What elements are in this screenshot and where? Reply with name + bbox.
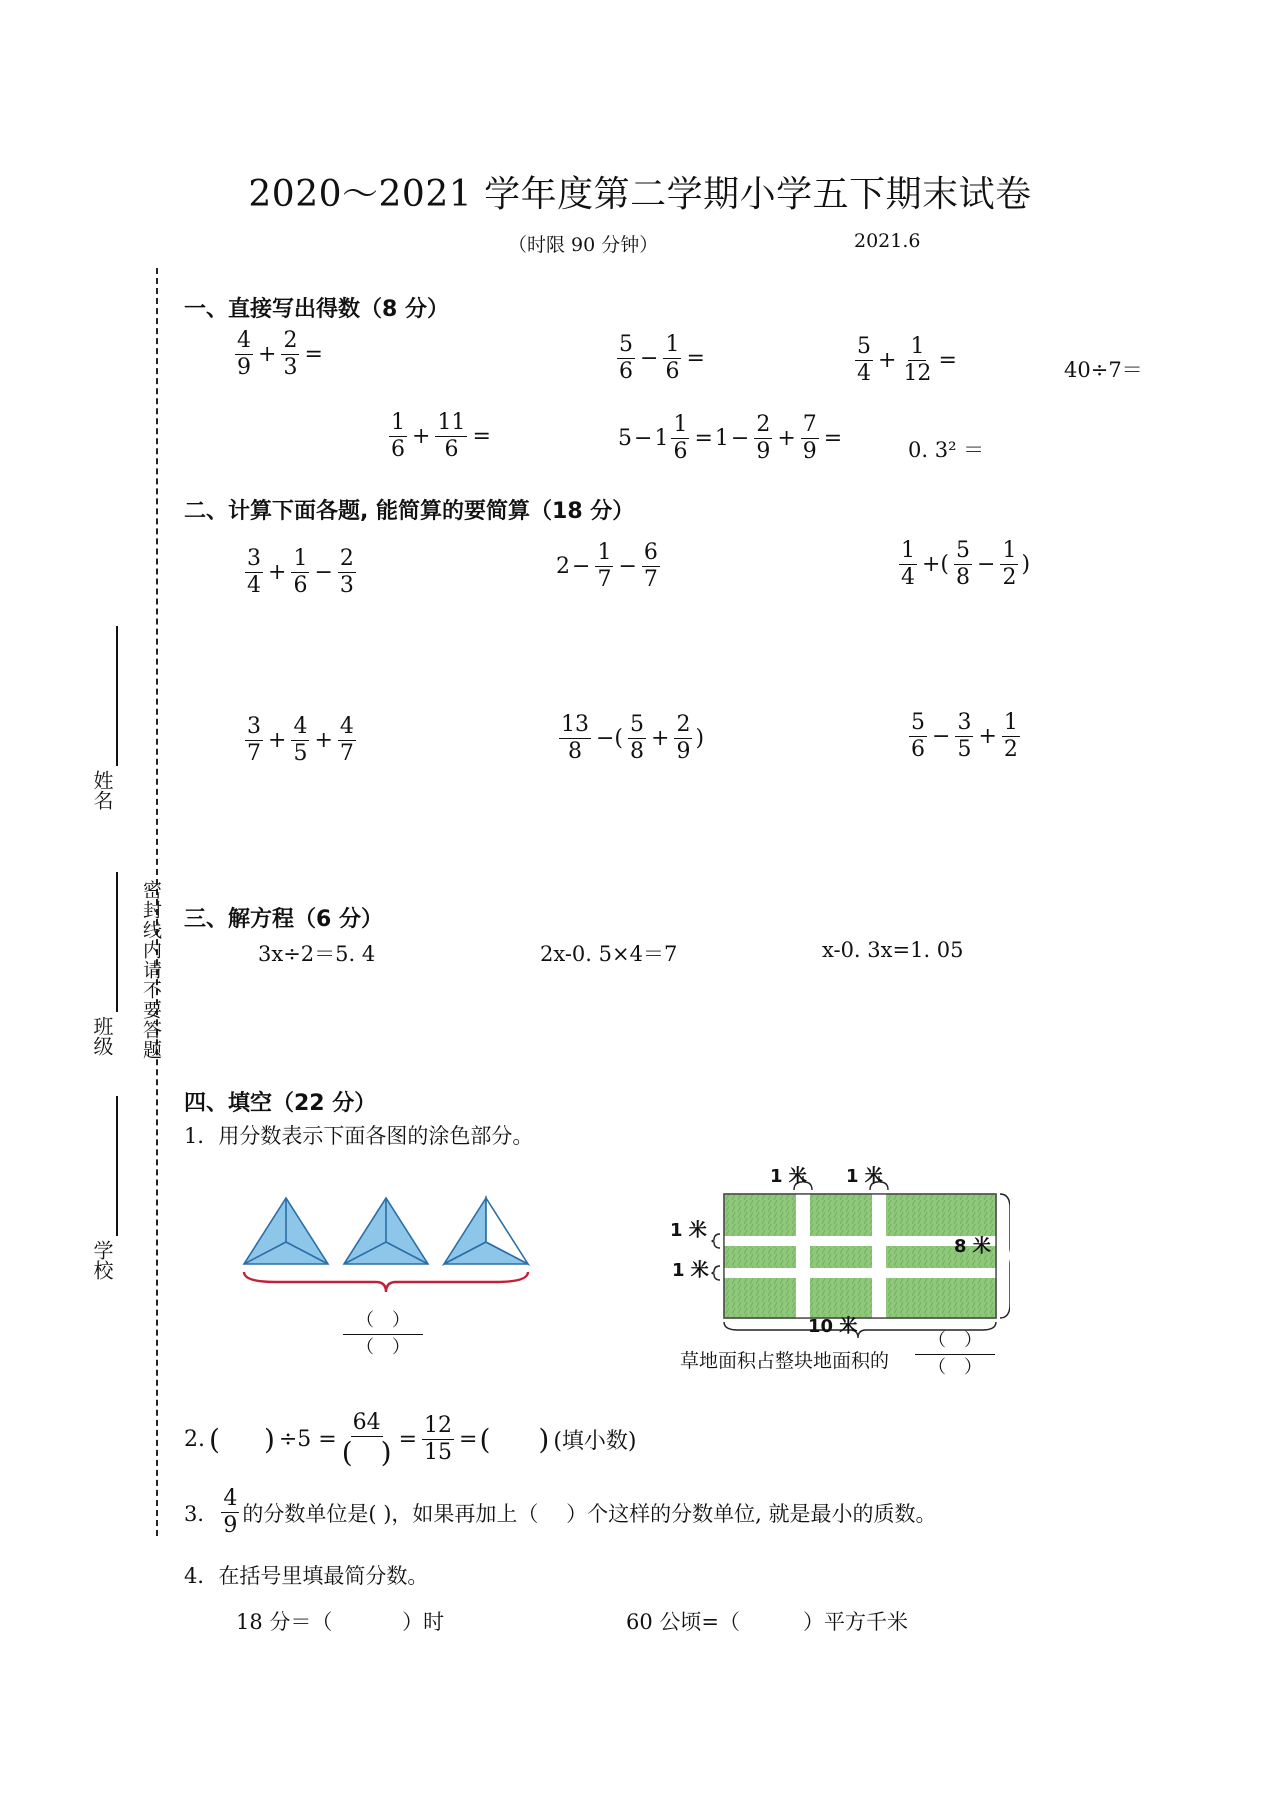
equation-3: x-0. 3x=1. 05: [822, 938, 964, 962]
time-limit: （时限 90 分钟）: [508, 234, 659, 256]
path-horizontal-2: [724, 1268, 996, 1278]
s1-expr-6-7: 5 − 1 1 6 = 1 − $\frac{2}{9}$ + $\frac{7}{9}$ =: [618, 412, 843, 464]
label-1m-top-right: 1 米: [846, 1166, 883, 1187]
s4-q2: 2. ( ) ÷5 = 64 ( ) = $\frac{12}{15}$ = ( ) (填小数): [184, 1410, 637, 1469]
s2-expr-4: 3 7 + $\frac{4}{5}$ + $\frac{4}{7}$: [247, 714, 354, 766]
exam-date: 2021.6: [854, 230, 921, 252]
triangles-denominator-blank[interactable]: （ ）: [356, 1337, 410, 1358]
s1-expr-8: 0. 3² ＝: [908, 438, 985, 462]
s1-expr-3: 5 4 + $\frac{1}{12}$ =: [857, 334, 957, 386]
field-caption: 草地面积占整块地面积的: [680, 1350, 890, 1372]
q2-div5: ÷5 =: [278, 1427, 337, 1452]
section3-heading: 三、解方程（6 分）: [184, 907, 383, 932]
q2-denominator-blank[interactable]: ( ): [341, 1436, 392, 1469]
school-field-line[interactable]: [116, 1096, 118, 1236]
equation-2: 2x-0. 5×4＝7: [540, 942, 678, 966]
field-denominator-blank[interactable]: （ ）: [928, 1357, 982, 1378]
brace-left-2: [712, 1266, 720, 1280]
school-label: 学校: [90, 1240, 114, 1280]
s2-expr-6: 5 6 − $\frac{3}{5}$ + $\frac{1}{2}$: [911, 710, 1018, 762]
s2-expr-2: 2 − $\frac{1}{7}$ − $\frac{6}{7}$: [556, 540, 658, 592]
s4-q1-text: 1．用分数表示下面各图的涂色部分。: [184, 1124, 534, 1148]
triangles-answer-fraction[interactable]: [340, 1308, 426, 1361]
q3-text: 的分数单位是( )，如果再加上（ ）个这样的分数单位, 就是最小的质数。: [242, 1501, 937, 1526]
label-8m: 8 米: [954, 1236, 991, 1257]
equation-1: 3x÷2＝5. 4: [258, 942, 376, 966]
q2-suffix: (填小数): [553, 1429, 637, 1454]
s4-q4-a[interactable]: 18 分＝（ ）时: [236, 1610, 445, 1634]
exam-title: 2020～2021 学年度第二学期小学五下期末试卷: [248, 174, 1032, 215]
triangle-3: [444, 1198, 528, 1264]
triangle-1: [244, 1198, 328, 1264]
brace-right: [1000, 1194, 1010, 1318]
s2-expr-5: 13 8 −( 5 8 + $\frac{2}{9}$ ): [561, 712, 705, 764]
s1-expr-2: 5 6 − $\frac{1}{6}$ =: [619, 332, 705, 384]
triangles-brace: [244, 1272, 528, 1292]
class-label: 班级: [90, 1016, 114, 1056]
path-vertical-2: [872, 1194, 886, 1318]
section4-heading: 四、填空（22 分）: [184, 1091, 377, 1116]
s4-q4-b[interactable]: 60 公顷=（ ）平方千米: [626, 1610, 908, 1634]
q2-prefix: 2.: [184, 1427, 205, 1452]
triangles-figure: [236, 1190, 540, 1298]
triangle-2: [344, 1198, 428, 1264]
label-1m-top-left: 1 米: [770, 1166, 807, 1187]
name-label: 姓名: [90, 770, 114, 810]
name-field-line[interactable]: [116, 626, 118, 766]
s1-expr-5: 1 6 + $\frac{11}{6}$ =: [391, 410, 491, 462]
field-numerator-blank[interactable]: （ ）: [915, 1328, 995, 1355]
s4-q3: 3． 4 9 的分数单位是( )，如果再加上（ ）个这样的分数单位, 就是最小的质数。: [184, 1486, 937, 1538]
s4-q4-text: 4．在括号里填最简分数。: [184, 1564, 429, 1588]
section2-heading: 二、计算下面各题, 能简算的要简算（18 分）: [184, 499, 635, 524]
q3-prefix: 3．: [184, 1501, 219, 1526]
brace-left-1: [712, 1234, 720, 1248]
s1-expr-4: 40÷7＝: [1064, 358, 1143, 382]
path-vertical-1: [796, 1194, 810, 1318]
section1-heading: 一、直接写出得数（8 分）: [184, 297, 449, 322]
q2-numerator-64: 64: [352, 1410, 381, 1435]
s2-expr-3: 1 4 +( 5 8 − $\frac{1}{2}$ ): [901, 538, 1031, 590]
label-10m: 10 米: [808, 1316, 858, 1337]
q2-denominator-15: 15: [424, 1440, 453, 1465]
seal-notice: 密封线内请不要答题: [140, 880, 162, 1060]
q2-numerator-12: 12: [424, 1413, 453, 1438]
label-1m-left-2: 1 米: [672, 1260, 709, 1281]
class-field-line[interactable]: [116, 872, 118, 1012]
field-answer-fraction[interactable]: [912, 1328, 998, 1381]
s2-expr-1: 3 4 + $\frac{1}{6}$ − $\frac{2}{3}$: [247, 546, 354, 598]
s1-expr-1: 4 9 + $\frac{2}{3}$ =: [237, 328, 323, 380]
label-1m-left-1: 1 米: [670, 1220, 707, 1241]
triangles-numerator-blank[interactable]: （ ）: [343, 1308, 423, 1335]
